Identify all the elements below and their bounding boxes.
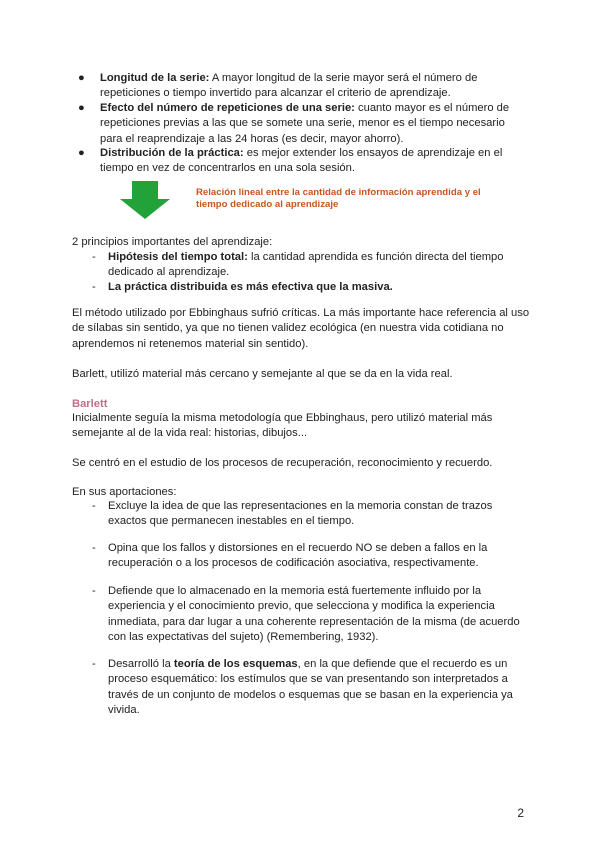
bullet-item: [78, 71, 528, 102]
aportacion-text: , en la que defiende que el recuerdo es un proceso esquemático: los estímulos que se van presentando son interpretados a través de un conjunto de modelos o esquemas que se basan en la experiencia ya vivida.: [108, 658, 513, 717]
bullet-dot: ●: [78, 72, 85, 84]
dash-marker: -: [92, 281, 96, 293]
aportacion-term: teoría de los esquemas: [173, 658, 298, 670]
aportacion-item: [92, 584, 522, 646]
paragraph-intro: Inicialmente seguía la misma metodología que Ebbinghaus, pero utilizó material más semejante al de la vida real: historias, dibujos...: [72, 412, 493, 440]
dash-marker: -: [92, 500, 96, 512]
principles-intro: 2 principios importantes del aprendizaje:: [72, 236, 273, 248]
bullet-text: A mayor longitud de la serie mayor será el número de repeticiones o tiempo invertido para alcanzar el criterio de aprendizaje.: [100, 72, 478, 100]
principle-term: La práctica distribuida es más efectiva que la masiva.: [108, 281, 393, 293]
bullet-dot: ●: [78, 102, 85, 114]
principle-item: [92, 250, 532, 281]
bullet-dot: ●: [78, 147, 85, 159]
arrow-note-text: Relación lineal entre la cantidad de información aprendida y el tiempo dedicado al aprendizaje: [196, 187, 481, 210]
bullet-term: Distribución de la práctica:: [100, 147, 244, 159]
principle-text: la cantidad aprendida es función directa del tiempo dedicado al aprendizaje.: [108, 251, 504, 279]
aportacion-text: Defiende que lo almacenado en la memoria está fuertemente influido por la experiencia y el conocimiento previo, que selecciona y modifica la experiencia inmediata, para dar lugar a una coherente representación de la misma (de acuerdo con las expectativas del sujeto) (Remembering, 1932).: [108, 585, 520, 644]
bullet-term: Longitud de la serie:: [100, 72, 210, 84]
aportacion-text: Desarrolló la: [108, 658, 174, 670]
aportacion-item: [92, 541, 522, 572]
aportaciones-intro: En sus aportaciones:: [72, 486, 177, 498]
paragraph-criticas: El método utilizado por Ebbinghaus sufrió críticas. La más importante hace referencia al uso de sílabas sin sentido, ya que no tienen validez ecológica (en nuestra vida cotidiana no aprendemos ni retenemos material sin sentido).: [72, 307, 530, 350]
bullet-term: Efecto del número de repeticiones de una serie:: [100, 102, 355, 114]
principle-item: [92, 280, 532, 295]
paragraph-barlett: Barlett, utilizó material más cercano y semejante al que se da en la vida real.: [72, 368, 453, 380]
dash-marker: -: [92, 585, 96, 597]
bullet-item: [78, 101, 528, 147]
aportacion-text: Opina que los fallos y distorsiones en el recuerdo NO se deben a fallos en la recuperación o a los procesos de codificación asociativa, respectivamente.: [108, 542, 488, 570]
aportacion-item: [92, 657, 522, 719]
aportacion-item: [92, 499, 522, 530]
aportacion-text: Excluye la idea de que las representaciones en la memoria constan de trazos exactos que permanecen inestables en el tiempo.: [108, 500, 493, 528]
bullet-item: [78, 146, 528, 177]
section-heading: Barlett: [72, 398, 108, 410]
down-arrow-icon: [118, 181, 178, 221]
arrow-note-figure: [118, 181, 504, 221]
bullet-text: es mejor extender los ensayos de aprendizaje en el tiempo en vez de concentrarlos en una sola sesión.: [100, 147, 503, 175]
dash-marker: -: [92, 251, 96, 263]
page-number: 2: [517, 806, 524, 820]
paragraph-centro: Se centró en el estudio de los procesos de recuperación, reconocimiento y recuerdo.: [72, 457, 493, 469]
dash-marker: -: [92, 542, 96, 554]
dash-marker: -: [92, 658, 96, 670]
principle-term: Hipótesis del tiempo total:: [108, 251, 248, 263]
bullet-text: cuanto mayor es el número de repeticiones previas a las que se somete una serie, menor es el tiempo necesario para el reaprendizaje a las 24 horas (es decir, mayor ahorro).: [100, 102, 510, 145]
